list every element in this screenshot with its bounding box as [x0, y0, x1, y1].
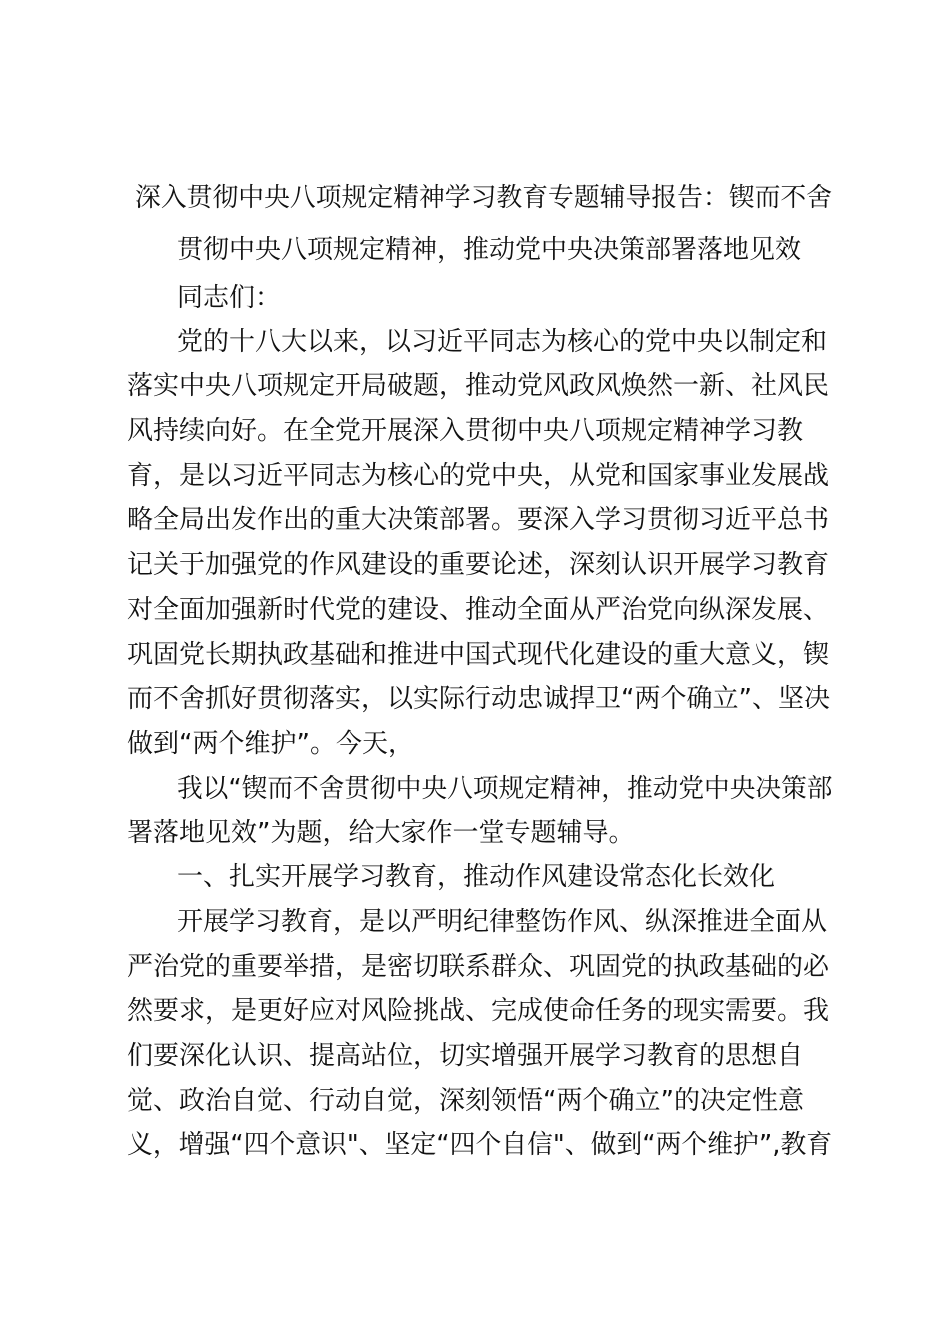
paragraph-line: 巩固党长期执政基础和推进中国式现代化建设的重大意义，锲 [127, 640, 830, 670]
paragraph-line: 育，是以习近平同志为核心的党中央，从党和国家事业发展战 [127, 461, 830, 491]
paragraph-line: 署落地见效”为题，给大家作一堂专题辅导。 [127, 818, 635, 848]
paragraph-line: 们要深化认识、提高站位，切实增强开展学习教育的思想自 [127, 1041, 804, 1071]
greeting: 同志们： [177, 283, 282, 313]
document-title: 深入贯彻中央八项规定精神学习教育专题辅导报告：锲而不舍 [135, 183, 833, 213]
paragraph-line: 然要求，是更好应对风险挑战、完成使命任务的现实需要。我 [127, 996, 830, 1026]
paragraph-line: 做到“两个维护”。今天， [127, 729, 414, 759]
paragraph-line: 开展学习教育，是以严明纪律整饬作风、纵深推进全面从 [177, 907, 828, 937]
paragraph-line: 略全局出发作出的重大决策部署。要深入学习贯彻习近平总书 [127, 505, 830, 535]
paragraph-line: 而不舍抓好贯彻落实，以实际行动忠诚捍卫“两个确立”、坚决 [127, 684, 830, 714]
paragraph-line: 记关于加强党的作风建设的重要论述，深刻认识开展学习教育 [127, 550, 830, 580]
paragraph-line: 严治党的重要举措，是密切联系群众、巩固党的执政基础的必 [127, 952, 830, 982]
paragraph-line: 对全面加强新时代党的建设、推动全面从严治党向纵深发展、 [127, 595, 830, 625]
section-heading: 一、扎实开展学习教育，推动作风建设常态化长效化 [177, 862, 776, 892]
paragraph-line: 党的十八大以来，以习近平同志为核心的党中央以制定和 [177, 327, 828, 357]
paragraph-line: 风持续向好。在全党开展深入贯彻中央八项规定精神学习教 [127, 416, 804, 446]
paragraph-line: 我以“锲而不舍贯彻中央八项规定精神，推动党中央决策部 [177, 774, 833, 804]
paragraph-line: 义，增强“四个意识"、坚定“四个自信"、做到“两个维护”,教育 [127, 1130, 833, 1160]
document-subtitle: 贯彻中央八项规定精神，推动党中央决策部署落地见效 [177, 235, 802, 265]
paragraph-line: 觉、政治自觉、行动自觉，深刻领悟“两个确立”的决定性意 [127, 1086, 804, 1116]
paragraph-line: 落实中央八项规定开局破题，推动党风政风焕然一新、社风民 [127, 371, 830, 401]
